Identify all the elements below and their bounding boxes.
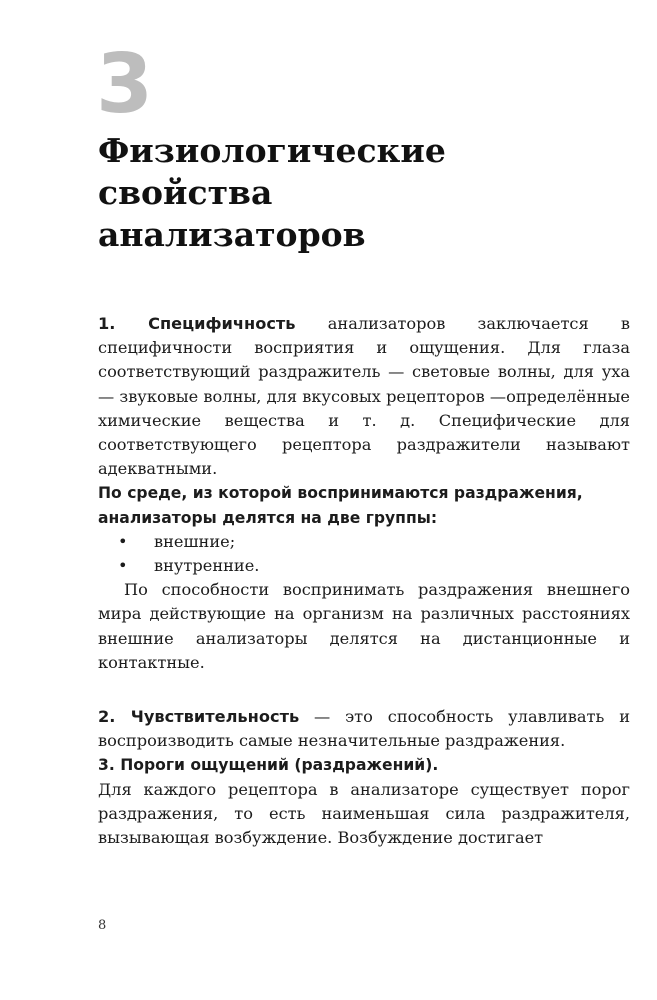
environment-heading: По среде, из которой воспринимаются раздражения, анализаторы делятся на две группы: xyxy=(98,484,583,527)
specificity-paragraph xyxy=(98,312,630,481)
list-item-text: внутренние. xyxy=(154,556,260,576)
chapter-title-line: свойства xyxy=(98,173,273,212)
analyzer-groups-list xyxy=(98,530,630,578)
specificity-heading: 1. Специфичность xyxy=(98,314,296,333)
sensitivity-text: — это способность улавливать и воспроизводить самые незначительные раздражения. xyxy=(98,707,630,751)
body-text xyxy=(98,312,630,850)
thresholds-heading: 3. Пороги ощущений (раздражений). xyxy=(98,756,439,775)
list-item xyxy=(98,554,630,578)
bullet-icon: • xyxy=(118,531,128,551)
specificity-text: анализаторов заключается в специфичности восприятия и ощущения. Для глаза соответствующий раздражитель — световые волны, для уха — звуковые волны, для вкусовых рецепторов —определённые химические вещества и т. д. Специфические для соответствующего рецептора раздражители называют адекватными. xyxy=(98,314,630,479)
sensitivity-paragraph xyxy=(98,705,630,753)
bullet-icon: • xyxy=(118,556,128,576)
thresholds-paragraph: Для каждого рецептора в анализаторе существует порог раздражения, то есть наименьшая сила раздражителя, вызывающая возбуждение. Возбуждение достигает xyxy=(98,779,630,848)
list-item-text: внешние; xyxy=(154,531,236,551)
page-number: 8 xyxy=(98,918,107,933)
list-item xyxy=(98,530,630,554)
chapter-number: 3 xyxy=(96,37,154,132)
chapter-title xyxy=(98,130,598,256)
chapter-title-line: Физиологические xyxy=(98,131,446,170)
environment-paragraph: По способности воспринимать раздражения внешнего мира действующие на организм на различных расстояниях внешние анализаторы делятся на дистанционные и контактные. xyxy=(98,580,630,672)
chapter-title-line: анализаторов xyxy=(98,215,366,254)
sensitivity-heading: 2. Чувствительность xyxy=(98,707,300,727)
